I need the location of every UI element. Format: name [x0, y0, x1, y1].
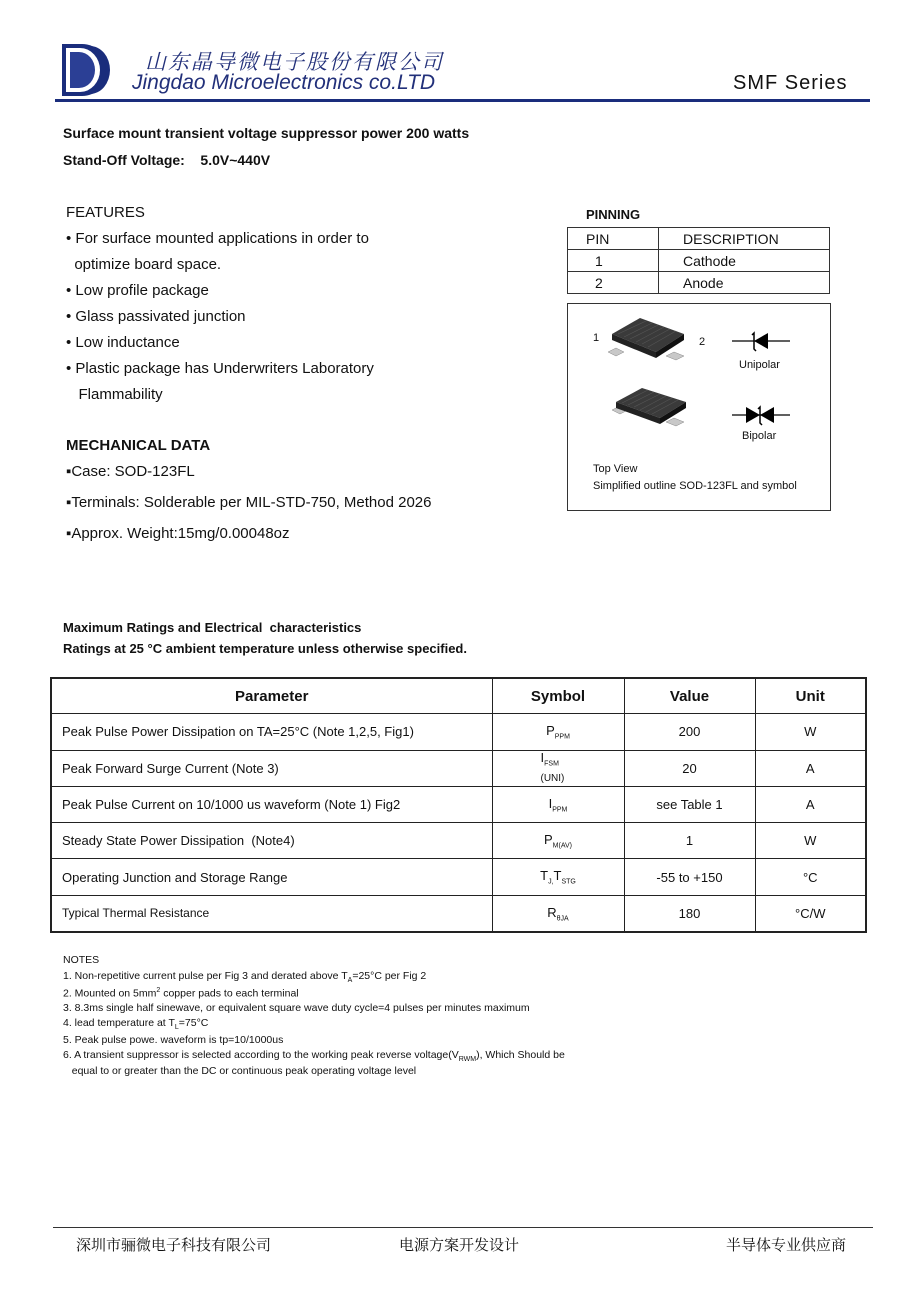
footer-center-text: 电源方案开发设计	[399, 1236, 520, 1254]
symbol-text: P	[544, 831, 553, 847]
unit-cell: A	[755, 786, 866, 822]
symbol-cell	[492, 714, 624, 750]
pin-header: PIN	[568, 228, 659, 250]
feature-item: Flammability	[66, 386, 163, 403]
ratings-subtitle: Ratings at 25 °C ambient temperature unless otherwise specified.	[63, 641, 467, 656]
table-row	[51, 750, 866, 786]
parameter-header: Parameter	[51, 678, 492, 714]
symbol-text: R	[547, 904, 557, 920]
value-header: Value	[624, 678, 755, 714]
symbol-header: Symbol	[492, 678, 624, 714]
outline-caption: Simplified outline SOD-123FL and symbol	[593, 480, 797, 492]
ratings-table	[50, 677, 867, 933]
table-row	[568, 250, 830, 272]
note-item: 1. Non-repetitive current pulse per Fig 3 and derated above $T_A=25^\circ C$ per Fig 2	[63, 970, 427, 985]
note-item: 2. Mounted on $5mm^2$ copper pads to each terminal	[63, 987, 299, 1000]
symbol-subscript: M(AV)	[552, 842, 572, 850]
note-item: equal to or greater than the DC or continuous peak operating voltage level	[63, 1065, 417, 1077]
table-row	[51, 714, 866, 750]
symbol-text: I	[548, 795, 553, 811]
symbol-cell	[492, 786, 624, 822]
unit-cell: °C/W	[755, 895, 866, 932]
unit-cell: W	[755, 823, 866, 859]
note-item: 4. lead temperature at $T_L=75^\circ C$	[63, 1017, 209, 1032]
symbol-note: (UNI)	[540, 772, 565, 784]
value-cell: see Table 1	[624, 786, 755, 822]
unit-cell: °C	[755, 859, 866, 895]
footer-company: 深圳市骊微电子科技有限公司	[76, 1236, 272, 1254]
ratings-title: Maximum Ratings and Electrical characteristics	[63, 620, 362, 635]
description-header: DESCRIPTION	[659, 228, 830, 250]
value-cell: 1	[624, 823, 755, 859]
symbol-subscript: J,	[548, 878, 554, 886]
parameter-cell: Peak Forward Surge Current (Note 3)	[51, 750, 492, 786]
parameter-cell: Peak Pulse Power Dissipation on TA=25°C (Note 1,2,5, Fig1)	[51, 714, 492, 750]
pin-number: 2	[568, 272, 659, 294]
value-cell: 180	[624, 895, 755, 932]
feature-item: • Low inductance	[66, 334, 180, 351]
parameter-cell: Peak Pulse Current on 10/1000 us waveform (Note 1) Fig2	[51, 786, 492, 822]
table-row	[568, 272, 830, 294]
symbol-cell	[492, 895, 624, 932]
symbol-subscript: PPM	[554, 733, 570, 741]
unipolar-diode-symbol	[728, 326, 794, 356]
package-outline-box	[567, 303, 831, 511]
unit-cell: W	[755, 714, 866, 750]
feature-item: • Plastic package has Underwriters Laboratory	[66, 360, 374, 377]
footer-rule	[53, 1227, 873, 1228]
table-row	[51, 895, 866, 932]
value-cell: 200	[624, 714, 755, 750]
pinning-title: PINNING	[586, 207, 641, 222]
series-title: SMF Series	[733, 72, 848, 94]
header-rule	[55, 99, 870, 102]
pin2-label: 2	[699, 336, 706, 348]
symbol-cell	[492, 823, 624, 859]
pinning-table	[567, 227, 830, 294]
feature-item: • Low profile package	[66, 282, 209, 299]
unit-cell: A	[755, 750, 866, 786]
note-item: 5. Peak pulse powe. waveform is tp=10/1000us	[63, 1034, 284, 1046]
parameter-cell: Typical Thermal Resistance	[51, 895, 492, 932]
note-item: 6. A transient suppressor is selected according to the working peak reverse $voltage(V_{RWM})$, Which Should be	[63, 1049, 565, 1064]
company-name-chinese: 山东晶导微电子股份有限公司	[145, 51, 444, 74]
symbol-text: P	[546, 723, 555, 739]
symbol-subscript: PPM	[552, 806, 568, 814]
symbol-subscript: STG	[561, 878, 576, 886]
symbol-text: T	[553, 868, 562, 884]
unipolar-label: Unipolar	[739, 359, 780, 371]
feature-item: optimize board space.	[66, 256, 222, 273]
mechanical-item: ▪Case: SOD-123FL	[66, 463, 195, 480]
pin-description: Cathode	[659, 250, 830, 272]
symbol-text: I	[540, 749, 545, 765]
value-cell: 20	[624, 750, 755, 786]
table-row	[568, 228, 830, 250]
parameter-cell: Steady State Power Dissipation (Note4)	[51, 823, 492, 859]
bipolar-label: Bipolar	[742, 430, 777, 442]
feature-item: • For surface mounted applications in order to	[66, 230, 369, 247]
unit-header: Unit	[755, 678, 866, 714]
pin1-label: 1	[593, 332, 600, 344]
table-header-row	[51, 678, 866, 714]
top-view-label: Top View	[593, 463, 638, 475]
mechanical-item: ▪Approx. Weight:15mg/0.00048oz	[66, 525, 290, 542]
note-item: 3. 8.3ms single half sinewave, or equivalent square wave duty cycle=4 pulses per minutes maximum	[63, 1002, 530, 1014]
footer-right-text: 半导体专业供应商	[726, 1236, 847, 1254]
sod123fl-package-image	[608, 384, 694, 430]
value-cell: -55 to +150	[624, 859, 755, 895]
mechanical-item: ▪Terminals: Solderable per MIL-STD-750, Method 2026	[66, 494, 432, 511]
symbol-cell	[492, 859, 624, 895]
product-description: Surface mount transient voltage suppressor power 200 watts	[63, 125, 470, 141]
table-row	[51, 786, 866, 822]
company-name-english: Jingdao Microelectronics co.LTD	[132, 71, 436, 94]
features-title: FEATURES	[66, 204, 145, 221]
mechanical-title: MECHANICAL DATA	[66, 437, 211, 454]
table-row	[51, 823, 866, 859]
symbol-subscript: θJA	[556, 915, 569, 923]
pin-number: 1	[568, 250, 659, 272]
symbol-subscript: FSM	[544, 760, 559, 768]
notes-title: NOTES	[63, 954, 100, 966]
feature-item: • Glass passivated junction	[66, 308, 246, 325]
sod123fl-package-image	[602, 312, 692, 364]
parameter-cell: Operating Junction and Storage Range	[51, 859, 492, 895]
pin-description: Anode	[659, 272, 830, 294]
standoff-voltage: Stand-Off Voltage: 5.0V~440V	[63, 152, 271, 168]
symbol-cell	[492, 750, 624, 786]
bipolar-diode-symbol	[728, 400, 794, 430]
company-logo	[60, 42, 118, 98]
table-row	[51, 859, 866, 895]
symbol-text: T	[540, 868, 549, 884]
